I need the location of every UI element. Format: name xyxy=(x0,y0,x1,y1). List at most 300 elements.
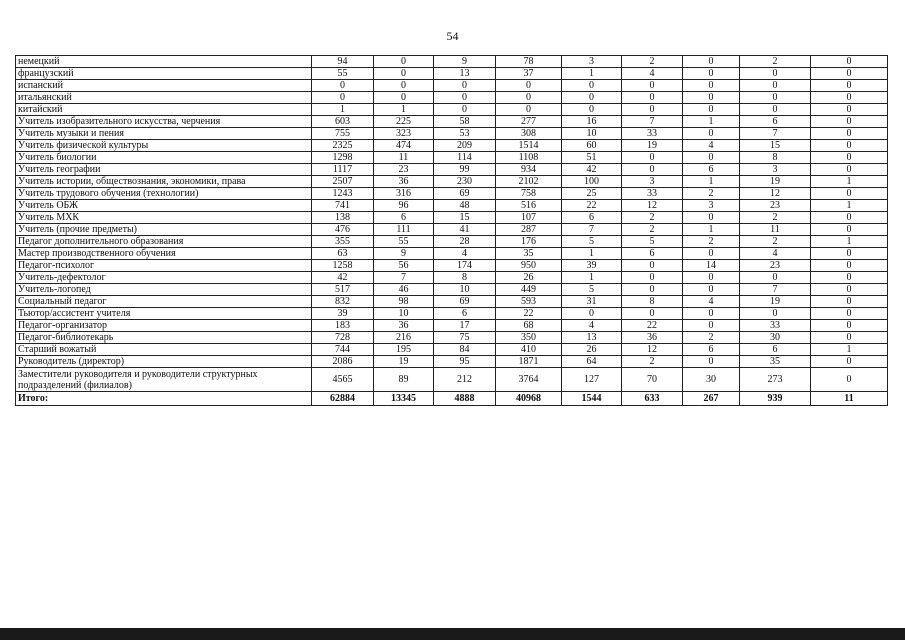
row-label: Социальный педагог xyxy=(16,296,312,308)
value-cell: 14 xyxy=(683,260,740,272)
value-cell: 84 xyxy=(434,344,496,356)
table-row xyxy=(16,224,888,236)
value-cell: 323 xyxy=(374,128,434,140)
value-cell: 22 xyxy=(562,200,622,212)
value-cell: 0 xyxy=(562,80,622,92)
value-cell: 6 xyxy=(374,212,434,224)
value-cell: 0 xyxy=(811,284,888,296)
table-row xyxy=(16,80,888,92)
value-cell: 0 xyxy=(683,128,740,140)
value-cell: 33 xyxy=(740,320,811,332)
value-cell: 36 xyxy=(374,176,434,188)
value-cell: 36 xyxy=(374,320,434,332)
value-cell: 1 xyxy=(683,176,740,188)
value-cell: 114 xyxy=(434,152,496,164)
value-cell: 517 xyxy=(312,284,374,296)
value-cell: 410 xyxy=(496,344,562,356)
value-cell: 0 xyxy=(434,92,496,104)
total-cell: 40968 xyxy=(496,392,562,406)
value-cell: 69 xyxy=(434,188,496,200)
value-cell: 0 xyxy=(622,284,683,296)
value-cell: 3 xyxy=(622,176,683,188)
value-cell: 0 xyxy=(740,92,811,104)
value-cell: 230 xyxy=(434,176,496,188)
value-cell: 0 xyxy=(622,104,683,116)
value-cell: 41 xyxy=(434,224,496,236)
value-cell: 2 xyxy=(622,356,683,368)
table-row xyxy=(16,332,888,344)
value-cell: 39 xyxy=(562,260,622,272)
value-cell: 12 xyxy=(740,188,811,200)
value-cell: 0 xyxy=(374,80,434,92)
value-cell: 78 xyxy=(496,56,562,68)
value-cell: 11 xyxy=(374,152,434,164)
total-cell: 1544 xyxy=(562,392,622,406)
value-cell: 7 xyxy=(622,116,683,128)
table-row xyxy=(16,260,888,272)
value-cell: 0 xyxy=(811,296,888,308)
table-row xyxy=(16,188,888,200)
value-cell: 39 xyxy=(312,308,374,320)
table-row xyxy=(16,104,888,116)
value-cell: 744 xyxy=(312,344,374,356)
value-cell: 516 xyxy=(496,200,562,212)
value-cell: 95 xyxy=(434,356,496,368)
value-cell: 4 xyxy=(683,140,740,152)
row-label: Учитель трудового обучения (технологии) xyxy=(16,188,312,200)
value-cell: 0 xyxy=(811,332,888,344)
value-cell: 0 xyxy=(562,92,622,104)
value-cell: 23 xyxy=(374,164,434,176)
value-cell: 0 xyxy=(811,224,888,236)
value-cell: 0 xyxy=(683,212,740,224)
value-cell: 4 xyxy=(683,296,740,308)
table-row xyxy=(16,248,888,260)
row-label: китайский xyxy=(16,104,312,116)
table-row xyxy=(16,284,888,296)
value-cell: 13 xyxy=(562,332,622,344)
value-cell: 741 xyxy=(312,200,374,212)
value-cell: 0 xyxy=(434,104,496,116)
value-cell: 75 xyxy=(434,332,496,344)
value-cell: 1 xyxy=(562,248,622,260)
row-label: немецкий xyxy=(16,56,312,68)
table-row xyxy=(16,92,888,104)
value-cell: 2 xyxy=(683,236,740,248)
row-label: Учитель физической культуры xyxy=(16,140,312,152)
value-cell: 950 xyxy=(496,260,562,272)
value-cell: 19 xyxy=(374,356,434,368)
value-cell: 0 xyxy=(811,212,888,224)
value-cell: 1 xyxy=(683,116,740,128)
total-row xyxy=(16,392,888,406)
value-cell: 55 xyxy=(312,68,374,80)
value-cell: 23 xyxy=(740,260,811,272)
table-row xyxy=(16,212,888,224)
value-cell: 31 xyxy=(562,296,622,308)
value-cell: 12 xyxy=(622,200,683,212)
row-label: Учитель-логопед xyxy=(16,284,312,296)
value-cell: 2 xyxy=(683,332,740,344)
value-cell: 4565 xyxy=(312,368,374,392)
row-label: Педагог дополнительного образования xyxy=(16,236,312,248)
value-cell: 4 xyxy=(562,320,622,332)
value-cell: 2507 xyxy=(312,176,374,188)
value-cell: 0 xyxy=(683,152,740,164)
value-cell: 0 xyxy=(811,356,888,368)
value-cell: 10 xyxy=(562,128,622,140)
table-row xyxy=(16,272,888,284)
value-cell: 16 xyxy=(562,116,622,128)
value-cell: 19 xyxy=(622,140,683,152)
value-cell: 1 xyxy=(683,224,740,236)
value-cell: 603 xyxy=(312,116,374,128)
table-row xyxy=(16,356,888,368)
value-cell: 138 xyxy=(312,212,374,224)
value-cell: 26 xyxy=(562,344,622,356)
table-row xyxy=(16,200,888,212)
value-cell: 2 xyxy=(740,56,811,68)
value-cell: 0 xyxy=(811,140,888,152)
row-label: Учитель биологии xyxy=(16,152,312,164)
value-cell: 0 xyxy=(496,104,562,116)
value-cell: 0 xyxy=(811,116,888,128)
row-label: Учитель-дефектолог xyxy=(16,272,312,284)
value-cell: 7 xyxy=(740,284,811,296)
value-cell: 216 xyxy=(374,332,434,344)
value-cell: 4 xyxy=(434,248,496,260)
value-cell: 2102 xyxy=(496,176,562,188)
value-cell: 8 xyxy=(434,272,496,284)
value-cell: 0 xyxy=(811,164,888,176)
value-cell: 96 xyxy=(374,200,434,212)
value-cell: 6 xyxy=(683,164,740,176)
total-cell: 62884 xyxy=(312,392,374,406)
value-cell: 0 xyxy=(622,152,683,164)
row-label: Старший вожатый xyxy=(16,344,312,356)
value-cell: 30 xyxy=(740,332,811,344)
value-cell: 0 xyxy=(622,260,683,272)
value-cell: 35 xyxy=(496,248,562,260)
value-cell: 1871 xyxy=(496,356,562,368)
row-label: Заместители руководителя и руководители структурных подразделений (филиалов) xyxy=(16,368,312,392)
value-cell: 174 xyxy=(434,260,496,272)
value-cell: 3 xyxy=(740,164,811,176)
value-cell: 70 xyxy=(622,368,683,392)
value-cell: 0 xyxy=(683,308,740,320)
value-cell: 449 xyxy=(496,284,562,296)
value-cell: 3764 xyxy=(496,368,562,392)
value-cell: 0 xyxy=(683,92,740,104)
value-cell: 0 xyxy=(374,56,434,68)
page-number: 54 xyxy=(446,29,459,43)
value-cell: 19 xyxy=(740,176,811,188)
value-cell: 0 xyxy=(811,68,888,80)
table-row xyxy=(16,116,888,128)
total-label: Итого: xyxy=(16,392,312,406)
value-cell: 0 xyxy=(811,260,888,272)
value-cell: 7 xyxy=(374,272,434,284)
value-cell: 7 xyxy=(740,128,811,140)
row-label: Руководитель (директор) xyxy=(16,356,312,368)
table-row xyxy=(16,128,888,140)
value-cell: 19 xyxy=(740,296,811,308)
value-cell: 832 xyxy=(312,296,374,308)
value-cell: 64 xyxy=(562,356,622,368)
value-cell: 0 xyxy=(683,80,740,92)
value-cell: 0 xyxy=(312,92,374,104)
value-cell: 5 xyxy=(562,236,622,248)
value-cell: 33 xyxy=(622,188,683,200)
value-cell: 176 xyxy=(496,236,562,248)
value-cell: 350 xyxy=(496,332,562,344)
value-cell: 6 xyxy=(562,212,622,224)
table-row xyxy=(16,56,888,68)
value-cell: 5 xyxy=(562,284,622,296)
value-cell: 26 xyxy=(496,272,562,284)
value-cell: 0 xyxy=(622,164,683,176)
value-cell: 0 xyxy=(374,68,434,80)
row-label: Учитель истории, обществознания, экономики, права xyxy=(16,176,312,188)
row-label: Педагог-организатор xyxy=(16,320,312,332)
total-cell: 939 xyxy=(740,392,811,406)
value-cell: 1243 xyxy=(312,188,374,200)
table-row xyxy=(16,368,888,392)
value-cell: 0 xyxy=(811,152,888,164)
value-cell: 0 xyxy=(374,92,434,104)
value-cell: 474 xyxy=(374,140,434,152)
value-cell: 15 xyxy=(434,212,496,224)
table-row xyxy=(16,344,888,356)
value-cell: 728 xyxy=(312,332,374,344)
value-cell: 2 xyxy=(622,56,683,68)
row-label: Педагог-библиотекарь xyxy=(16,332,312,344)
value-cell: 6 xyxy=(740,116,811,128)
value-cell: 0 xyxy=(811,272,888,284)
value-cell: 1 xyxy=(374,104,434,116)
row-label: Педагог-психолог xyxy=(16,260,312,272)
value-cell: 0 xyxy=(496,92,562,104)
table-row xyxy=(16,164,888,176)
value-cell: 60 xyxy=(562,140,622,152)
value-cell: 0 xyxy=(740,272,811,284)
value-cell: 7 xyxy=(562,224,622,236)
value-cell: 22 xyxy=(622,320,683,332)
value-cell: 12 xyxy=(622,344,683,356)
table-row xyxy=(16,176,888,188)
value-cell: 308 xyxy=(496,128,562,140)
value-cell: 1298 xyxy=(312,152,374,164)
table-row xyxy=(16,140,888,152)
value-cell: 0 xyxy=(622,92,683,104)
value-cell: 0 xyxy=(434,80,496,92)
row-label: Учитель изобразительного искусства, черчения xyxy=(16,116,312,128)
row-label: французский xyxy=(16,68,312,80)
value-cell: 99 xyxy=(434,164,496,176)
value-cell: 11 xyxy=(740,224,811,236)
value-cell: 0 xyxy=(811,248,888,260)
value-cell: 1117 xyxy=(312,164,374,176)
row-label: Мастер производственного обучения xyxy=(16,248,312,260)
value-cell: 0 xyxy=(622,308,683,320)
value-cell: 0 xyxy=(312,80,374,92)
value-cell: 273 xyxy=(740,368,811,392)
value-cell: 0 xyxy=(740,80,811,92)
value-cell: 3 xyxy=(683,200,740,212)
value-cell: 8 xyxy=(740,152,811,164)
row-label: Учитель ОБЖ xyxy=(16,200,312,212)
value-cell: 355 xyxy=(312,236,374,248)
value-cell: 2 xyxy=(683,188,740,200)
value-cell: 5 xyxy=(622,236,683,248)
total-cell: 4888 xyxy=(434,392,496,406)
value-cell: 0 xyxy=(683,320,740,332)
value-cell: 225 xyxy=(374,116,434,128)
value-cell: 6 xyxy=(434,308,496,320)
row-label: Учитель географии xyxy=(16,164,312,176)
value-cell: 1 xyxy=(811,176,888,188)
value-cell: 98 xyxy=(374,296,434,308)
value-cell: 316 xyxy=(374,188,434,200)
value-cell: 3 xyxy=(562,56,622,68)
value-cell: 53 xyxy=(434,128,496,140)
value-cell: 0 xyxy=(683,68,740,80)
value-cell: 6 xyxy=(622,248,683,260)
value-cell: 212 xyxy=(434,368,496,392)
value-cell: 63 xyxy=(312,248,374,260)
value-cell: 0 xyxy=(683,104,740,116)
total-cell: 11 xyxy=(811,392,888,406)
row-label: Учитель музыки и пения xyxy=(16,128,312,140)
value-cell: 0 xyxy=(811,104,888,116)
total-cell: 633 xyxy=(622,392,683,406)
value-cell: 0 xyxy=(811,56,888,68)
value-cell: 68 xyxy=(496,320,562,332)
value-cell: 277 xyxy=(496,116,562,128)
value-cell: 10 xyxy=(374,308,434,320)
value-cell: 0 xyxy=(811,308,888,320)
value-cell: 33 xyxy=(622,128,683,140)
value-cell: 0 xyxy=(683,272,740,284)
value-cell: 51 xyxy=(562,152,622,164)
value-cell: 4 xyxy=(622,68,683,80)
value-cell: 758 xyxy=(496,188,562,200)
value-cell: 89 xyxy=(374,368,434,392)
value-cell: 35 xyxy=(740,356,811,368)
value-cell: 2 xyxy=(622,224,683,236)
row-label: испанский xyxy=(16,80,312,92)
value-cell: 1 xyxy=(811,344,888,356)
value-cell: 2086 xyxy=(312,356,374,368)
value-cell: 0 xyxy=(622,80,683,92)
value-cell: 0 xyxy=(811,128,888,140)
value-cell: 22 xyxy=(496,308,562,320)
value-cell: 1 xyxy=(562,68,622,80)
value-cell: 94 xyxy=(312,56,374,68)
value-cell: 0 xyxy=(496,80,562,92)
value-cell: 56 xyxy=(374,260,434,272)
scan-edge-shadow xyxy=(0,628,905,640)
value-cell: 0 xyxy=(683,56,740,68)
table-row xyxy=(16,296,888,308)
table-row xyxy=(16,320,888,332)
value-cell: 6 xyxy=(683,344,740,356)
value-cell: 58 xyxy=(434,116,496,128)
value-cell: 28 xyxy=(434,236,496,248)
value-cell: 0 xyxy=(740,308,811,320)
value-cell: 0 xyxy=(811,320,888,332)
value-cell: 1258 xyxy=(312,260,374,272)
value-cell: 183 xyxy=(312,320,374,332)
value-cell: 17 xyxy=(434,320,496,332)
value-cell: 42 xyxy=(312,272,374,284)
row-label: Учитель МХК xyxy=(16,212,312,224)
value-cell: 0 xyxy=(683,248,740,260)
total-cell: 13345 xyxy=(374,392,434,406)
value-cell: 1514 xyxy=(496,140,562,152)
row-label: Тьютор/ассистент учителя xyxy=(16,308,312,320)
value-cell: 46 xyxy=(374,284,434,296)
value-cell: 0 xyxy=(811,368,888,392)
value-cell: 9 xyxy=(434,56,496,68)
value-cell: 15 xyxy=(740,140,811,152)
value-cell: 755 xyxy=(312,128,374,140)
value-cell: 2 xyxy=(740,212,811,224)
value-cell: 23 xyxy=(740,200,811,212)
value-cell: 1 xyxy=(562,272,622,284)
value-cell: 107 xyxy=(496,212,562,224)
value-cell: 1 xyxy=(811,200,888,212)
value-cell: 0 xyxy=(622,272,683,284)
value-cell: 100 xyxy=(562,176,622,188)
value-cell: 0 xyxy=(562,104,622,116)
value-cell: 0 xyxy=(562,308,622,320)
value-cell: 25 xyxy=(562,188,622,200)
value-cell: 476 xyxy=(312,224,374,236)
value-cell: 69 xyxy=(434,296,496,308)
value-cell: 30 xyxy=(683,368,740,392)
staff-statistics-table xyxy=(15,55,888,406)
value-cell: 0 xyxy=(811,92,888,104)
value-cell: 36 xyxy=(622,332,683,344)
table-row xyxy=(16,308,888,320)
value-cell: 10 xyxy=(434,284,496,296)
value-cell: 0 xyxy=(811,80,888,92)
value-cell: 0 xyxy=(740,68,811,80)
value-cell: 2 xyxy=(622,212,683,224)
value-cell: 1 xyxy=(811,236,888,248)
value-cell: 593 xyxy=(496,296,562,308)
value-cell: 0 xyxy=(811,188,888,200)
row-label: Учитель (прочие предметы) xyxy=(16,224,312,236)
value-cell: 4 xyxy=(740,248,811,260)
value-cell: 195 xyxy=(374,344,434,356)
total-cell: 267 xyxy=(683,392,740,406)
table-row xyxy=(16,152,888,164)
value-cell: 0 xyxy=(740,104,811,116)
value-cell: 111 xyxy=(374,224,434,236)
value-cell: 37 xyxy=(496,68,562,80)
value-cell: 8 xyxy=(622,296,683,308)
row-label: итальянский xyxy=(16,92,312,104)
table-row xyxy=(16,68,888,80)
value-cell: 55 xyxy=(374,236,434,248)
value-cell: 9 xyxy=(374,248,434,260)
value-cell: 209 xyxy=(434,140,496,152)
value-cell: 13 xyxy=(434,68,496,80)
value-cell: 2325 xyxy=(312,140,374,152)
value-cell: 42 xyxy=(562,164,622,176)
